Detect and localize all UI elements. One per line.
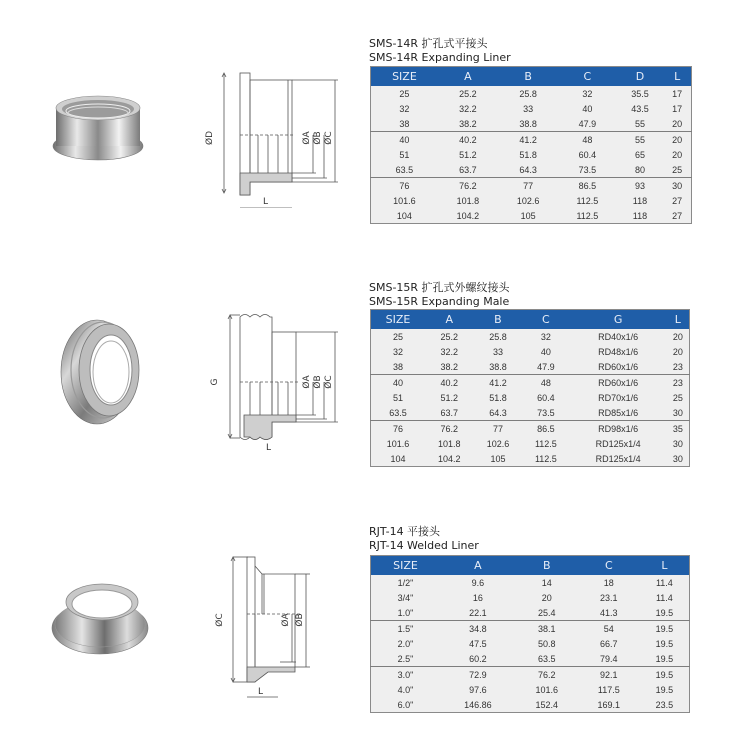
cell: 118 <box>632 195 648 206</box>
label-l: L <box>263 197 269 207</box>
cell: 60.2 <box>469 653 487 664</box>
section-title <box>369 281 510 309</box>
cell: 38 <box>392 361 403 372</box>
table-row <box>371 147 692 162</box>
expanding-male-photo <box>55 310 150 430</box>
cell: 63.7 <box>440 407 459 418</box>
cell: 104 <box>390 453 406 464</box>
table-row <box>371 86 692 101</box>
cell: 6.0" <box>397 699 414 710</box>
cell: 19.5 <box>640 621 690 637</box>
col-header: B <box>498 67 558 87</box>
spec-table-rjt-14 <box>370 555 690 713</box>
cell: 22.1 <box>469 607 487 618</box>
cell: 104 <box>396 210 412 221</box>
cell: 25 <box>672 392 683 403</box>
col-header: D <box>617 67 664 87</box>
cell: 40 <box>371 132 438 148</box>
table-row <box>371 405 690 421</box>
spec-table-sms-15r <box>370 309 690 467</box>
cell: 38.8 <box>489 361 507 372</box>
cell: 51 <box>392 392 403 403</box>
cell: 152.4 <box>535 699 559 710</box>
cell: 25.2 <box>459 88 477 99</box>
cell: 117.5 <box>597 684 620 695</box>
cell: 32.2 <box>459 103 477 114</box>
cell: 27 <box>672 210 683 221</box>
cell: 112.5 <box>534 453 557 464</box>
cell: 101.6 <box>535 684 559 695</box>
cell: 38.2 <box>459 118 477 129</box>
cell: RD60x1/6 <box>569 375 666 391</box>
cell: 32 <box>582 88 593 99</box>
cell: RD48x1/6 <box>598 346 639 357</box>
cell: 64.3 <box>489 407 507 418</box>
cell: 16 <box>472 592 483 603</box>
cell: 93 <box>617 178 664 194</box>
table-row <box>371 375 690 391</box>
cell: 51.8 <box>519 149 537 160</box>
cell: 30 <box>663 178 691 194</box>
cell: 27 <box>672 195 683 206</box>
cell: 64.3 <box>519 164 537 175</box>
cell: 40 <box>371 375 425 391</box>
col-header: C <box>558 67 616 87</box>
cell: 76 <box>371 178 438 194</box>
col-header: C <box>522 310 569 330</box>
title-cn: SMS-14R 扩孔式平接头 <box>369 37 488 50</box>
cell: 101.8 <box>456 195 480 206</box>
cell: 102.6 <box>516 195 540 206</box>
cell: 23.5 <box>655 699 674 710</box>
cell: 4.0" <box>397 684 414 695</box>
cell: 92.1 <box>578 667 640 683</box>
table-row <box>371 590 690 605</box>
col-header: A <box>438 67 498 87</box>
cell: 43.5 <box>631 103 649 114</box>
col-header: SIZE <box>371 556 440 576</box>
cell: 32.2 <box>440 346 459 357</box>
cell: 2.0" <box>397 638 414 649</box>
label-od: ØD <box>205 130 215 146</box>
title-en: RJT-14 Welded Liner <box>369 539 479 552</box>
cell: 1/2" <box>397 577 414 588</box>
cell: 60.4 <box>578 149 597 160</box>
table-row <box>371 651 690 667</box>
table-row <box>371 132 692 148</box>
col-header: L <box>663 67 691 87</box>
cell: 20 <box>672 118 683 129</box>
cell: 86.5 <box>558 178 616 194</box>
label-l: L <box>266 443 272 450</box>
cell: 32 <box>399 103 410 114</box>
cell: 35.5 <box>631 88 649 99</box>
col-header: A <box>425 310 474 330</box>
table-row <box>371 697 690 713</box>
cell: 48 <box>558 132 616 148</box>
section-title <box>369 525 479 553</box>
col-header: L <box>667 310 690 330</box>
cell: 33 <box>523 103 534 114</box>
cell: 38 <box>399 118 410 129</box>
table-row <box>371 101 692 116</box>
cell: 1.0" <box>397 607 414 618</box>
label-l: L <box>258 687 264 697</box>
cell: 63.5 <box>538 653 556 664</box>
cell: 40.2 <box>438 132 498 148</box>
cell: 1.5" <box>371 621 440 637</box>
cell: RD98x1/6 <box>569 421 666 437</box>
cell: 3.0" <box>371 667 440 683</box>
cell: 105 <box>520 210 536 221</box>
table-row <box>371 621 690 637</box>
cell: 76.2 <box>516 667 578 683</box>
cell: 19.5 <box>640 667 690 683</box>
cell: 77 <box>474 421 523 437</box>
expanding-liner-drawing <box>200 68 340 208</box>
cell: 20 <box>672 346 683 357</box>
cell: 76.2 <box>425 421 474 437</box>
cell: 30 <box>672 407 683 418</box>
cell: 54 <box>578 621 640 637</box>
cell: 51.8 <box>489 392 507 403</box>
welded-liner-photo <box>48 572 153 662</box>
cell: 25.8 <box>489 331 507 342</box>
cell: 38.1 <box>516 621 578 637</box>
cell: 20 <box>541 592 552 603</box>
cell: 18 <box>603 577 614 588</box>
cell: 47.5 <box>469 638 487 649</box>
cell: 38.8 <box>519 118 537 129</box>
table-row <box>371 116 692 132</box>
cell: 169.1 <box>597 699 621 710</box>
cell: 79.4 <box>600 653 618 664</box>
expanding-liner-photo <box>48 88 148 168</box>
table-row <box>371 390 690 405</box>
cell: 146.86 <box>464 699 492 710</box>
cell: 32 <box>540 331 551 342</box>
cell: 11.4 <box>655 577 673 588</box>
cell: 14 <box>541 577 552 588</box>
cell: 112.5 <box>576 195 599 206</box>
cell: 72.9 <box>440 667 516 683</box>
cell: 47.9 <box>537 361 555 372</box>
table-row <box>371 436 690 451</box>
col-header: B <box>474 310 523 330</box>
cell: 76.2 <box>438 178 498 194</box>
cell: 25.2 <box>440 331 459 342</box>
title-en: SMS-15R Expanding Male <box>369 295 510 308</box>
cell: 51 <box>399 149 410 160</box>
cell: 25 <box>392 331 403 342</box>
col-header: A <box>440 556 516 576</box>
cell: 55 <box>617 132 664 148</box>
cell: 63.5 <box>389 407 407 418</box>
table-row <box>371 636 690 651</box>
table-row <box>371 162 692 178</box>
cell: 34.8 <box>440 621 516 637</box>
cell: 112.5 <box>576 210 599 221</box>
label-ob: ØB <box>295 613 305 627</box>
cell: 73.5 <box>578 164 597 175</box>
table-row <box>371 178 692 194</box>
cell: 3/4" <box>397 592 414 603</box>
label-oc: ØC <box>215 613 225 627</box>
table-row <box>371 682 690 697</box>
cell: 47.9 <box>578 118 597 129</box>
title-en: SMS-14R Expanding Liner <box>369 51 511 64</box>
label-g: G <box>210 378 220 386</box>
cell: 19.5 <box>655 638 674 649</box>
cell: 63.5 <box>395 164 414 175</box>
table-row <box>371 208 692 224</box>
title-cn: SMS-15R 扩孔式外螺纹接头 <box>369 281 510 294</box>
cell: RD85x1/6 <box>598 407 639 418</box>
label-oa: ØA <box>281 613 291 627</box>
cell: 41.2 <box>474 375 523 391</box>
cell: 101.6 <box>386 438 410 449</box>
col-header: L <box>640 556 690 576</box>
col-header: SIZE <box>371 67 438 87</box>
table-row <box>371 667 690 683</box>
cell: 30 <box>672 438 683 449</box>
cell: 118 <box>632 210 648 221</box>
cell: 25.8 <box>519 88 537 99</box>
cell: 105 <box>490 453 506 464</box>
cell: 80 <box>634 164 645 175</box>
spec-table-sms-14r <box>370 66 692 224</box>
cell: 41.3 <box>600 607 618 618</box>
cell: 60.4 <box>537 392 555 403</box>
cell: 40.2 <box>425 375 474 391</box>
cell: 17 <box>672 103 683 114</box>
col-header: SIZE <box>371 310 425 330</box>
cell: RD125x1/4 <box>595 453 641 464</box>
cell: 73.5 <box>537 407 555 418</box>
cell: RD40x1/6 <box>598 331 639 342</box>
cell: 48 <box>522 375 569 391</box>
cell: 20 <box>663 132 691 148</box>
label-ob: ØB <box>313 375 323 389</box>
label-oa: ØA <box>302 131 312 145</box>
cell: 50.8 <box>538 638 556 649</box>
table-row <box>371 359 690 375</box>
cell: 112.5 <box>534 438 557 449</box>
col-header: C <box>578 556 640 576</box>
cell: 104.2 <box>438 453 461 464</box>
table-row <box>371 575 690 590</box>
cell: 25.4 <box>538 607 556 618</box>
welded-liner-drawing <box>200 552 340 707</box>
label-oc: ØC <box>324 375 334 389</box>
cell: 102.6 <box>486 438 510 449</box>
cell: 40 <box>582 103 593 114</box>
label-oa: ØA <box>302 375 312 389</box>
col-header: B <box>516 556 578 576</box>
table-row <box>371 451 690 467</box>
cell: 63.7 <box>459 164 477 175</box>
table-row <box>371 193 692 208</box>
cell: 97.6 <box>469 684 487 695</box>
cell: 55 <box>634 118 645 129</box>
cell: 35 <box>667 421 690 437</box>
col-header: G <box>569 310 666 330</box>
cell: 101.6 <box>393 195 416 206</box>
cell: 38.2 <box>440 361 459 372</box>
cell: 41.2 <box>498 132 558 148</box>
expanding-male-drawing <box>200 310 340 450</box>
label-ob: ØB <box>313 131 323 145</box>
cell: 2.5" <box>397 653 414 664</box>
cell: 76 <box>371 421 425 437</box>
table-row <box>371 329 690 344</box>
cell: 51.2 <box>440 392 459 403</box>
table-row <box>371 344 690 359</box>
cell: 23 <box>672 361 683 372</box>
cell: 9.6 <box>471 577 485 588</box>
cell: 77 <box>498 178 558 194</box>
cell: 11.4 <box>655 592 673 603</box>
cell: 23 <box>667 375 690 391</box>
cell: 23.1 <box>600 592 618 603</box>
cell: 19.5 <box>655 684 674 695</box>
cell: 19.5 <box>655 653 674 664</box>
cell: 25 <box>672 164 683 175</box>
label-oc: ØC <box>324 131 334 145</box>
cell: 104.2 <box>456 210 480 221</box>
title-cn: RJT-14 平接头 <box>369 525 441 538</box>
table-row <box>371 605 690 621</box>
section-title <box>369 37 511 65</box>
cell: 30 <box>672 453 683 464</box>
cell: 19.5 <box>655 607 674 618</box>
cell: RD125x1/4 <box>595 438 641 449</box>
cell: 101.8 <box>438 438 461 449</box>
cell: RD70x1/6 <box>598 392 639 403</box>
cell: 51.2 <box>459 149 477 160</box>
cell: 17 <box>672 88 683 99</box>
cell: 65 <box>634 149 645 160</box>
cell: 40 <box>540 346 551 357</box>
cell: RD60x1/6 <box>598 361 639 372</box>
table-row <box>371 421 690 437</box>
cell: 33 <box>492 346 503 357</box>
cell: 32 <box>392 346 403 357</box>
cell: 86.5 <box>522 421 569 437</box>
cell: 20 <box>672 149 683 160</box>
cell: 66.7 <box>600 638 618 649</box>
cell: 20 <box>672 331 683 342</box>
cell: 25 <box>399 88 410 99</box>
